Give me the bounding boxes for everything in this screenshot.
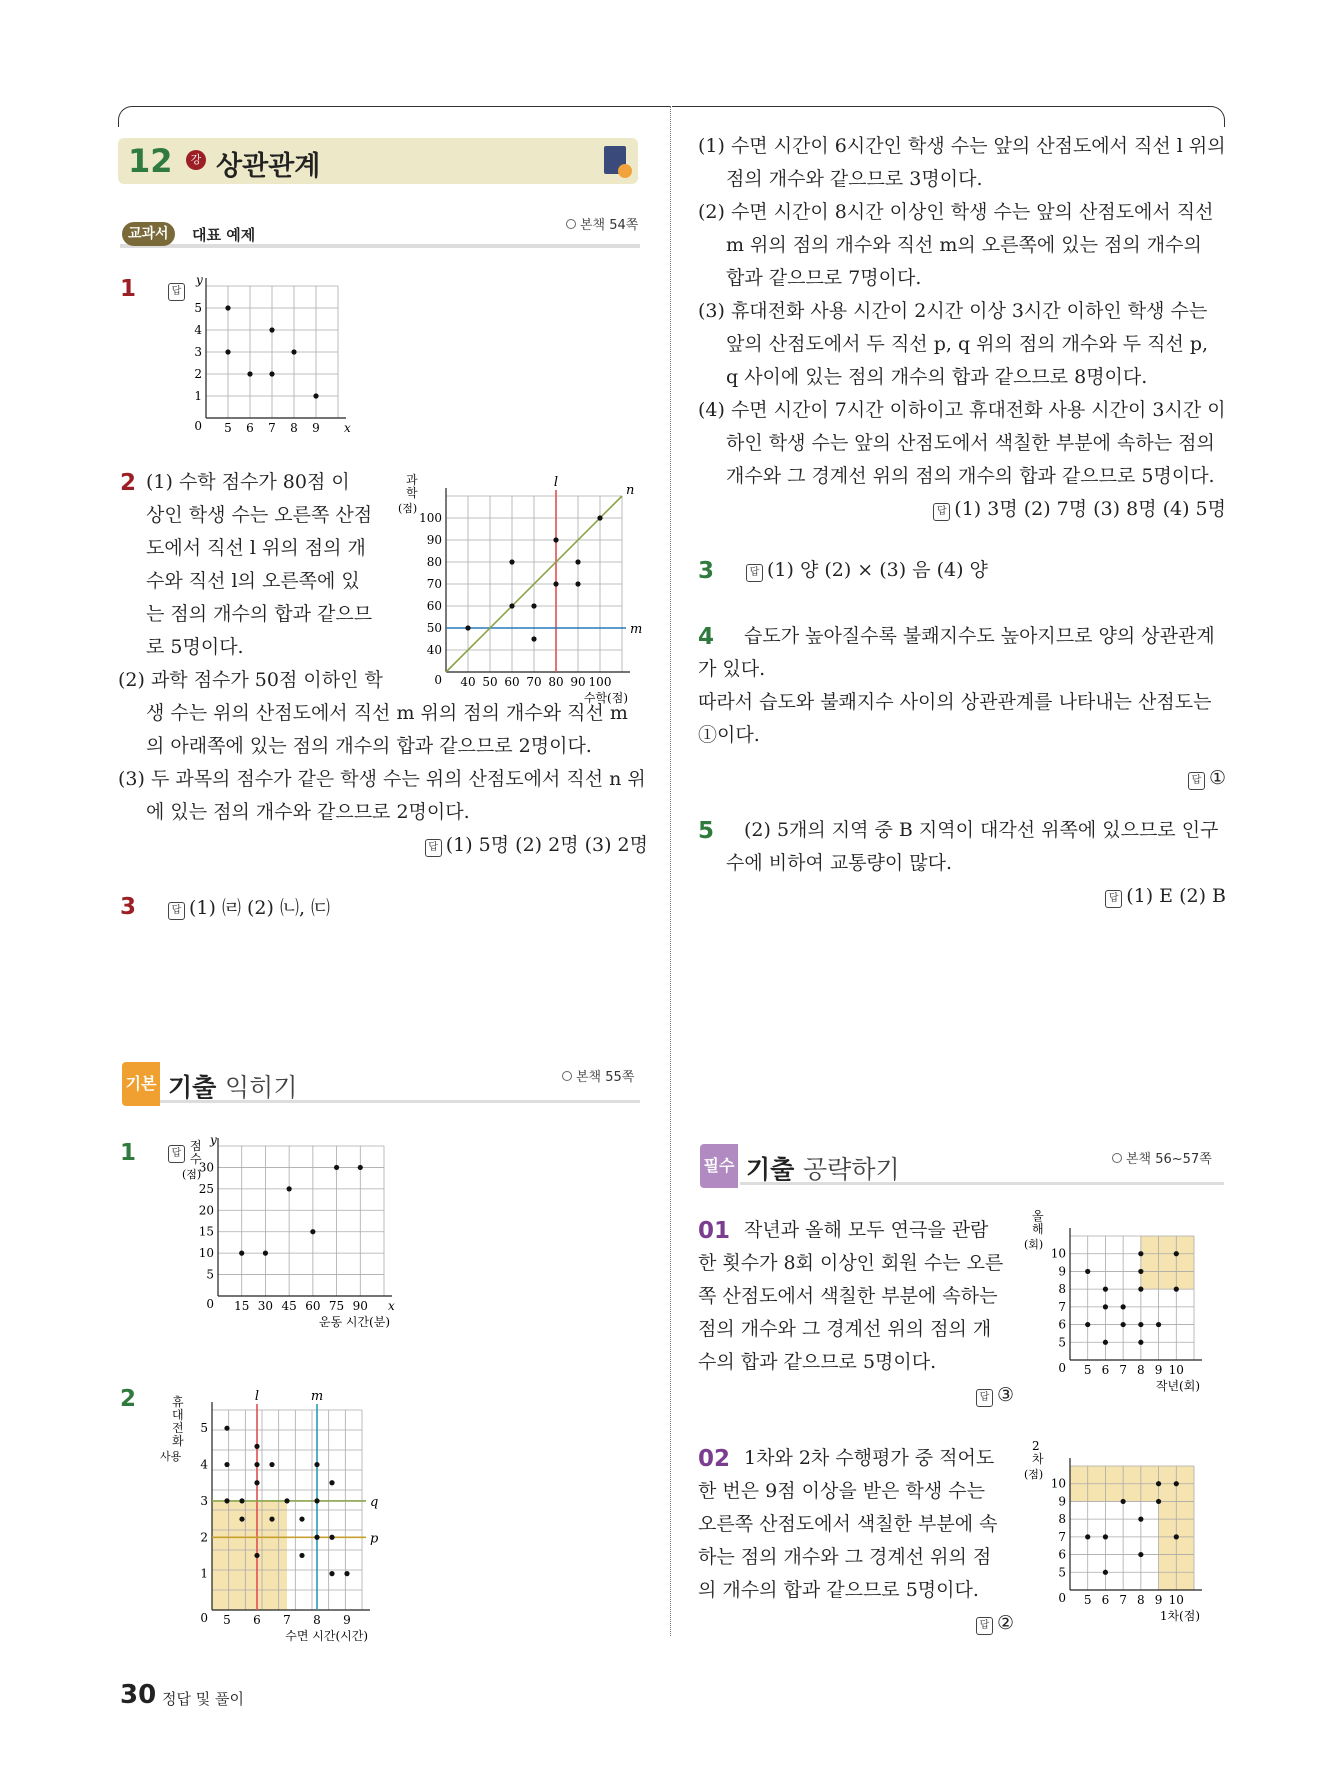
text-line: (1) 수면 시간이 6시간인 학생 수는 앞의 산점도에서 직선 l 위의 <box>698 135 1226 157</box>
text-line: (2) 5개의 지역 중 B 지역이 대각선 위쪽에 있으므로 인구 <box>744 819 1219 841</box>
x-axis-label: 운동 시간(분) <box>318 1315 390 1329</box>
text-line: 생 수는 위의 산점도에서 직선 m 위의 점의 개수와 직선 m <box>146 702 628 724</box>
text-line: 하인 학생 수는 앞의 산점도에서 색칠한 부분에 속하는 점의 <box>726 432 1215 454</box>
data-point <box>1174 1251 1179 1256</box>
line-label-q: q <box>370 1494 379 1510</box>
y-axis-symbol: y <box>210 1133 217 1147</box>
origin-label: 0 <box>194 419 202 433</box>
data-point <box>1138 1517 1143 1522</box>
x-tick-label: 6 <box>1101 1363 1110 1377</box>
x-tick-label: 90 <box>570 675 586 689</box>
text-line: 습도가 높아질수록 불쾌지수도 높아지므로 양의 상관관계 <box>744 625 1215 647</box>
data-point <box>1138 1322 1143 1327</box>
y-tick-label: 6 <box>1058 1547 1066 1562</box>
data-point <box>314 1498 319 1503</box>
x-axis-label: 수면 시간(시간) <box>285 1629 368 1643</box>
x-tick-label: 9 <box>343 1613 351 1627</box>
y-tick-label: 1 <box>200 1566 208 1581</box>
text-line: 수의 합과 같으므로 5명이다. <box>698 1351 937 1373</box>
text-line: 하는 점의 개수와 그 경계선 위의 점 <box>698 1546 992 1568</box>
text-line: 가 있다. <box>698 658 766 680</box>
data-point <box>329 1480 334 1485</box>
text-line: 의 아래쪽에 있는 점의 개수의 합과 같으므로 2명이다. <box>146 735 592 757</box>
text-line: (2) 수면 시간이 8시간 이상인 학생 수는 앞의 산점도에서 직선 <box>698 201 1214 223</box>
scatter-chart-3 <box>182 1133 395 1330</box>
text-line: 따라서 습도와 불쾌지수 사이의 상관관계를 나타내는 산점도는 <box>698 691 1212 713</box>
x-tick-label: 70 <box>526 675 542 689</box>
origin-label: 0 <box>1058 1591 1066 1605</box>
data-point <box>553 581 558 586</box>
data-point <box>225 349 230 354</box>
y-tick-label: 80 <box>426 555 442 569</box>
x-tick-label: 50 <box>482 675 498 689</box>
data-point <box>1174 1287 1179 1292</box>
data-point <box>224 1426 229 1431</box>
problem-number: 5 <box>698 818 715 844</box>
problem-number: 2 <box>120 1386 137 1412</box>
data-point <box>1103 1287 1108 1292</box>
data-point <box>314 1462 319 1467</box>
y-tick-label: 10 <box>1050 1246 1066 1261</box>
answer-line: 답 (1) 5명 (2) 2명 (3) 2명 <box>118 829 648 862</box>
y-tick-label: 5 <box>1058 1565 1066 1580</box>
data-point <box>344 1571 349 1576</box>
data-point <box>597 515 602 520</box>
y-tick-label: 15 <box>198 1224 214 1239</box>
lesson-number: 12 <box>128 142 173 180</box>
data-point <box>313 393 318 398</box>
data-point <box>224 1462 229 1467</box>
y-tick-label: 9 <box>1058 1494 1066 1509</box>
text-line: 수에 비하여 교통량이 많다. <box>726 852 953 874</box>
data-point <box>1156 1481 1161 1486</box>
column-divider <box>670 106 671 1636</box>
y-axis-unit: 사용 <box>160 1450 182 1463</box>
data-point <box>509 603 514 608</box>
answer-line: 답 ② <box>698 1607 1014 1640</box>
data-point <box>254 1462 259 1467</box>
x-tick-label: 6 <box>1101 1593 1110 1607</box>
solution-text <box>698 130 1226 526</box>
data-point <box>1156 1322 1161 1327</box>
text-line: 개수와 그 경계선 위의 점의 개수의 합과 같으므로 5명이다. <box>726 465 1215 487</box>
y-axis-label-char: 휴 <box>172 1395 184 1409</box>
x-tick-label: 5 <box>1083 1363 1092 1377</box>
data-point <box>247 371 252 376</box>
y-tick-label: 8 <box>1058 1282 1066 1297</box>
data-point <box>254 1553 259 1558</box>
text-line: 도에서 직선 l 위의 점의 개 <box>146 537 366 559</box>
y-tick-label: 60 <box>426 599 442 613</box>
data-point <box>224 1498 229 1503</box>
lesson-suffix: 강 <box>186 150 206 170</box>
solution-text <box>698 814 1226 913</box>
problem-number: 02 <box>698 1446 731 1472</box>
x-tick-label: 5 <box>223 1613 231 1627</box>
data-point <box>269 327 274 332</box>
y-axis-label-char: 수 <box>190 1152 202 1166</box>
x-tick-label: 8 <box>313 1613 321 1627</box>
section-rule <box>740 1182 1224 1185</box>
data-point <box>287 1186 292 1191</box>
x-tick-label: 10 <box>1168 1363 1184 1377</box>
data-point <box>1085 1269 1090 1274</box>
problem-number: 2 <box>120 470 137 496</box>
data-point <box>310 1229 315 1234</box>
data-point <box>575 581 580 586</box>
y-tick-label: 2 <box>200 1530 208 1545</box>
text-line: 오른쪽 산점도에서 색칠한 부분에 속 <box>698 1513 998 1535</box>
y-tick-label: 10 <box>1050 1476 1066 1491</box>
y-tick-label: 5 <box>1058 1335 1066 1350</box>
scatter-chart-4 <box>160 1388 434 1643</box>
section-pill: 교과서 <box>122 222 175 246</box>
y-tick-label: 6 <box>1058 1317 1066 1332</box>
footer-label: 정답 및 풀이 <box>162 1690 244 1708</box>
y-axis-label: y <box>196 273 203 287</box>
y-tick-label: 5 <box>206 1267 214 1282</box>
y-axis-unit: (점) <box>1024 1468 1044 1481</box>
page-number: 30 <box>120 1680 157 1710</box>
data-point <box>509 559 514 564</box>
y-tick-label: 3 <box>194 345 202 359</box>
y-axis-unit: (회) <box>1024 1238 1044 1251</box>
text-line: 한 번은 9점 이상을 받은 학생 수는 <box>698 1480 985 1502</box>
text-line: 로 5명이다. <box>146 636 244 658</box>
x-tick-label: 60 <box>504 675 520 689</box>
x-tick-label: 9 <box>1154 1363 1163 1377</box>
y-axis-label-char: 과 <box>406 473 418 487</box>
data-point <box>314 1535 319 1540</box>
left-frame <box>118 106 671 127</box>
y-tick-label: 5 <box>200 1421 208 1436</box>
data-point <box>1138 1340 1143 1345</box>
y-axis-label-char: 화 <box>172 1434 184 1448</box>
data-point <box>1138 1251 1143 1256</box>
x-tick-label: 10 <box>1168 1593 1184 1607</box>
x-tick-label: 40 <box>460 675 476 689</box>
y-tick-label: 7 <box>1058 1299 1066 1314</box>
data-point <box>465 625 470 630</box>
y-tick-label: 5 <box>194 301 202 315</box>
y-axis-unit: (점) <box>182 1168 202 1181</box>
data-point <box>1138 1269 1143 1274</box>
x-axis-symbol: x <box>388 1299 395 1313</box>
data-point <box>299 1553 304 1558</box>
problem-number: 01 <box>698 1218 731 1244</box>
x-axis-label: 수학(점) <box>583 691 628 705</box>
data-point <box>553 537 558 542</box>
data-point <box>531 603 536 608</box>
problem-number: 4 <box>698 624 715 650</box>
line-label-n: n <box>626 483 635 498</box>
x-tick-label: 6 <box>253 1613 261 1627</box>
data-point <box>1085 1322 1090 1327</box>
y-tick-label: 30 <box>198 1160 214 1175</box>
y-tick-label: 1 <box>194 389 202 403</box>
lesson-title: 상관관계 <box>216 151 321 182</box>
line-label-m: m <box>630 622 643 637</box>
x-tick-label: 8 <box>290 421 298 435</box>
text-line: 점의 개수와 그 경계선 위의 점의 개 <box>698 1318 992 1340</box>
x-tick-label: 100 <box>588 675 612 689</box>
solution-text <box>698 620 1226 795</box>
section-pill: 필수 <box>700 1144 738 1188</box>
y-tick-label: 10 <box>198 1246 214 1261</box>
page-ref: 본책 54쪽 <box>566 214 638 233</box>
data-point <box>1121 1322 1126 1327</box>
data-point <box>575 559 580 564</box>
text-line: 수와 직선 l의 오른쪽에 있 <box>146 570 360 592</box>
answer-line: 답 (1) 3명 (2) 7명 (3) 8명 (4) 5명 <box>698 493 1226 526</box>
shaded-region <box>1141 1236 1194 1289</box>
data-point <box>329 1535 334 1540</box>
text-line: (1) 수학 점수가 80점 이 <box>146 471 350 493</box>
x-tick-label: 15 <box>234 1299 250 1313</box>
data-point <box>299 1516 304 1521</box>
line-label-l: l <box>553 475 559 490</box>
data-point <box>269 371 274 376</box>
data-point <box>1156 1499 1161 1504</box>
data-point <box>284 1498 289 1503</box>
data-point <box>1174 1534 1179 1539</box>
data-point <box>531 636 536 641</box>
y-tick-label: 20 <box>198 1203 214 1218</box>
text-line: (2) 과학 점수가 50점 이하인 학 <box>118 669 383 691</box>
scatter-chart-1 <box>184 273 351 435</box>
page-ref: 본책 55쪽 <box>562 1066 634 1085</box>
x-axis-label: x <box>344 421 351 435</box>
text-line: 에 있는 점의 개수와 같으므로 2명이다. <box>146 801 470 823</box>
x-tick-label: 7 <box>1119 1593 1127 1607</box>
text-line: 합과 같으므로 7명이다. <box>726 267 922 289</box>
text-line: 앞의 산점도에서 두 직선 p, q 위의 점의 개수와 두 직선 p, <box>726 333 1209 355</box>
data-point <box>1103 1570 1108 1575</box>
solution-text <box>146 466 386 664</box>
data-point <box>239 1251 244 1256</box>
origin-label: 0 <box>434 673 442 687</box>
y-tick-label: 50 <box>426 621 442 635</box>
answer-line: 답 ① <box>698 762 1226 795</box>
answer-line: 답 (1) 양 (2) × (3) 음 (4) 양 <box>746 554 988 587</box>
origin-label: 0 <box>1058 1361 1066 1375</box>
data-point <box>1138 1287 1143 1292</box>
x-axis-label: 1차(점) <box>1159 1609 1200 1623</box>
x-tick-label: 7 <box>283 1613 291 1627</box>
answer-line: 답 ③ <box>698 1379 1014 1412</box>
data-point <box>1174 1481 1179 1486</box>
x-tick-label: 5 <box>224 421 232 435</box>
text-line: 상인 학생 수는 오른쪽 산점 <box>146 504 373 526</box>
scatter-chart-6 <box>1024 1439 1230 1640</box>
text-line: (4) 수면 시간이 7시간 이하이고 휴대전화 사용 시간이 3시간 이 <box>698 399 1226 421</box>
x-tick-label: 6 <box>246 421 254 435</box>
section-rule <box>160 1100 640 1103</box>
data-point <box>1121 1304 1126 1309</box>
text-line: (3) 휴대전화 사용 시간이 2시간 이상 3시간 이하인 학생 수는 <box>698 300 1208 322</box>
y-axis-label-char: 학 <box>406 486 418 500</box>
text-line: q 사이에 있는 점의 개수의 합과 같으므로 8명이다. <box>726 366 1148 388</box>
origin-label: 0 <box>206 1297 214 1311</box>
x-tick-label: 90 <box>352 1299 368 1313</box>
y-tick-label: 4 <box>200 1457 208 1472</box>
data-point <box>329 1571 334 1576</box>
data-point <box>1121 1499 1126 1504</box>
y-axis-label-char: 해 <box>1032 1222 1044 1236</box>
answer-line: 답 (1) E (2) B <box>698 880 1226 913</box>
text-line: 는 점의 개수의 합과 같으므 <box>146 603 373 625</box>
data-point <box>254 1444 259 1449</box>
section-title: 기출 익히기 <box>168 1073 298 1102</box>
page-ref: 본책 56~57쪽 <box>1112 1148 1212 1167</box>
section-header-textbook <box>120 222 640 250</box>
y-tick-label: 7 <box>1058 1529 1066 1544</box>
data-point <box>1138 1552 1143 1557</box>
solution-text <box>698 1442 1014 1640</box>
x-tick-label: 9 <box>1154 1593 1163 1607</box>
problem-number: 3 <box>120 894 137 920</box>
data-point <box>225 305 230 310</box>
line-label-m: m <box>310 1389 324 1404</box>
y-axis-label-char: 2 <box>1032 1439 1040 1453</box>
solution-text <box>118 664 648 862</box>
x-tick-label: 60 <box>305 1299 321 1313</box>
data-point <box>269 1516 274 1521</box>
y-tick-label: 3 <box>200 1493 208 1508</box>
book-clock-icon <box>604 146 626 174</box>
y-tick-label: 9 <box>1058 1264 1066 1279</box>
section-pill: 기본 <box>122 1062 160 1106</box>
lesson-banner <box>118 138 638 184</box>
scatter-chart-5 <box>1024 1209 1230 1410</box>
data-point <box>1103 1340 1108 1345</box>
data-point <box>1085 1534 1090 1539</box>
x-tick-label: 9 <box>312 421 320 435</box>
y-tick-label: 90 <box>426 533 442 547</box>
text-line: 1차와 2차 수행평가 중 적어도 <box>744 1447 995 1469</box>
y-tick-label: 2 <box>194 367 202 381</box>
shaded-region <box>212 1501 287 1610</box>
x-tick-label: 45 <box>281 1299 297 1313</box>
data-point <box>1103 1304 1108 1309</box>
x-tick-label: 75 <box>328 1299 345 1313</box>
data-point <box>291 349 296 354</box>
x-axis-label: 작년(회) <box>1155 1379 1200 1393</box>
x-tick-label: 7 <box>268 421 276 435</box>
data-point <box>1103 1534 1108 1539</box>
origin-label: 0 <box>200 1611 208 1625</box>
text-line: (3) 두 과목의 점수가 같은 학생 수는 위의 산점도에서 직선 n 위 <box>118 768 646 790</box>
answer-icon: 답 <box>168 283 185 301</box>
x-tick-label: 30 <box>257 1299 274 1313</box>
y-tick-label: 100 <box>419 511 442 525</box>
problem-number: 1 <box>120 276 137 302</box>
solution-text <box>698 1214 1014 1412</box>
text-line: 한 횟수가 8회 이상인 회원 수는 오른 <box>698 1252 1004 1274</box>
y-tick-label: 4 <box>194 323 202 337</box>
data-point <box>358 1165 363 1170</box>
y-axis-label-char: 차 <box>1032 1452 1044 1466</box>
data-point <box>239 1516 244 1521</box>
text-line: ①이다. <box>698 724 760 746</box>
scatter-chart-2 <box>398 473 644 705</box>
y-axis-label-char: 점 <box>190 1139 202 1153</box>
y-tick-label: 40 <box>426 643 442 657</box>
y-tick-label: 70 <box>426 577 442 591</box>
y-axis-label-char: 전 <box>172 1421 184 1435</box>
section-title: 기출 공략하기 <box>746 1155 900 1184</box>
problem-number: 3 <box>698 558 715 584</box>
data-point <box>239 1498 244 1503</box>
problem-number: 1 <box>120 1140 137 1166</box>
y-tick-label: 8 <box>1058 1512 1066 1527</box>
x-tick-label: 8 <box>1137 1593 1145 1607</box>
x-tick-label: 8 <box>1137 1363 1145 1377</box>
text-line: m 위의 점의 개수와 직선 m의 오른쪽에 있는 점의 개수의 <box>726 234 1202 256</box>
text-line: 의 개수의 합과 같으므로 5명이다. <box>698 1579 979 1601</box>
text-line: 쪽 산점도에서 색칠한 부분에 속하는 <box>698 1285 998 1307</box>
x-tick-label: 7 <box>1119 1363 1127 1377</box>
text-line: 작년과 올해 모두 연극을 관람 <box>744 1219 989 1241</box>
data-point <box>263 1251 268 1256</box>
y-axis-label-char: 대 <box>172 1408 184 1422</box>
line-label-p: p <box>370 1531 379 1547</box>
data-point <box>269 1462 274 1467</box>
x-tick-label: 5 <box>1083 1593 1092 1607</box>
section-label: 대표 예제 <box>192 226 256 244</box>
right-frame <box>672 106 1225 127</box>
answer-line: 답 (1) ㈃ (2) ㈁, ㈂ <box>168 892 330 925</box>
text-line: 점의 개수와 같으므로 3명이다. <box>726 168 983 190</box>
data-point <box>334 1165 339 1170</box>
x-tick-label: 80 <box>548 675 564 689</box>
line-label-l: l <box>254 1389 260 1404</box>
answer-mark: 답 <box>168 1142 189 1163</box>
y-tick-label: 25 <box>198 1181 214 1196</box>
data-point <box>254 1480 259 1485</box>
y-axis-unit: (점) <box>398 502 418 515</box>
y-axis-label-char: 올 <box>1032 1209 1044 1223</box>
